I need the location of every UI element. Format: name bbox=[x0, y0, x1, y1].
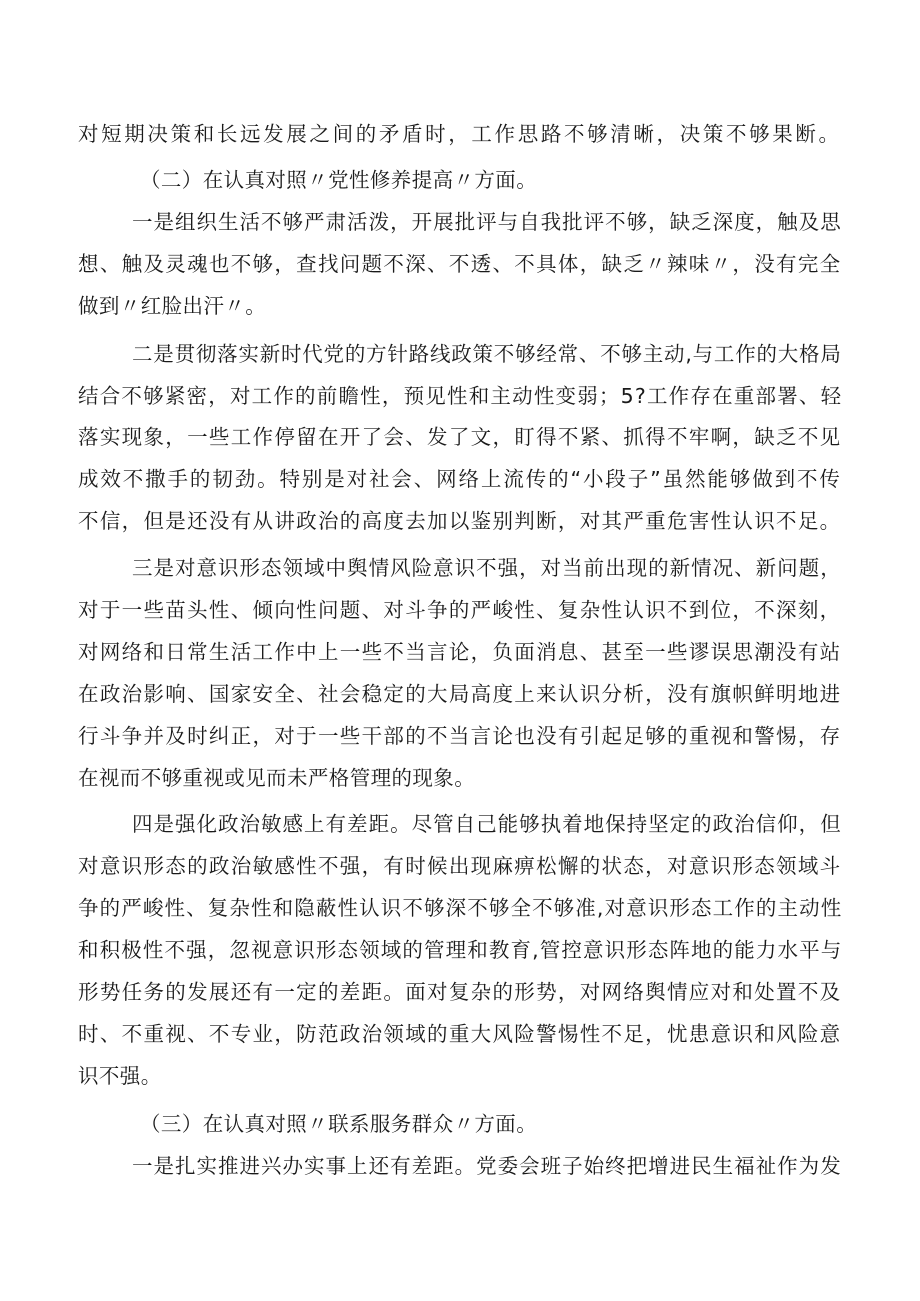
text-line: 一是组织生活不够严肃活泼，开展批评与自我批评不够，缺乏深度，触及思 bbox=[132, 210, 842, 234]
text-line: 成效不撒手的韧劲。特别是对社会、网络上流传的“小段子”虽然能够做到不传 bbox=[78, 467, 842, 491]
text-line: 做到〃红脸出汗〃。 bbox=[78, 294, 267, 318]
text-line: 在政治影响、国家安全、社会稳定的大局高度上来认识分析，没有旗帜鲜明地进 bbox=[78, 682, 842, 706]
text-line: 在视而不够重视或见而未严格管理的现象。 bbox=[78, 766, 476, 790]
text-line: 时、不重视、不专业，防范政治领域的重大风险警惕性不足，忧患意识和风险意 bbox=[78, 1022, 842, 1046]
text-line: 和积极性不强，忽视意识形态领域的管理和教育,管控意识形态阵地的能力水平与 bbox=[78, 938, 843, 962]
text-line: 对于一些苗头性、倾向性问题、对斗争的严峻性、复杂性认识不到位，不深刻， bbox=[78, 598, 842, 622]
text-line: 对意识形态的政治敏感性不强，有时候出现麻痹松懈的状态，对意识形态领域斗 bbox=[78, 854, 842, 878]
text-line: 二是贯彻落实新时代党的方针路线政策不够经常、不够主动,与工作的大格局 bbox=[132, 342, 842, 366]
text-line: 想、触及灵魂也不够，查找问题不深、不透、不具体，缺乏〃辣味〃，没有完全 bbox=[78, 252, 842, 276]
text-line: 三是对意识形态领域中舆情风险意识不强，对当前出现的新情况、新问题， bbox=[132, 556, 842, 580]
text-line: 落实现象，一些工作停留在开了会、发了文，盯得不紧、抓得不牢啊，缺乏不见 bbox=[78, 425, 842, 449]
text-line: 四是强化政治敏感上有差距。尽管自己能够执着地保持坚定的政治信仰，但 bbox=[132, 812, 842, 836]
text-line: （三）在认真对照〃联系服务群众〃方面。 bbox=[140, 1112, 538, 1136]
text-line: 争的严峻性、复杂性和隐蔽性认识不够深不够全不够准,对意识形态工作的主动性 bbox=[78, 896, 843, 920]
text-line: 不信，但是还没有从讲政治的高度去加以鉴别判断，对其严重危害性认识不足。 bbox=[78, 509, 842, 533]
text-line: 识不强。 bbox=[78, 1064, 162, 1088]
text-line: （二）在认真对照〃党性修养提高〃方面。 bbox=[140, 168, 538, 192]
text-line: 结合不够紧密，对工作的前瞻性，预见性和主动性变弱；5?工作存在重部署、轻 bbox=[78, 384, 843, 408]
text-line: 对网络和日常生活工作中上一些不当言论，负面消息、甚至一些谬误思潮没有站 bbox=[78, 640, 842, 664]
text-line: 形势任务的发展还有一定的差距。面对复杂的形势，对网络舆情应对和处置不及 bbox=[78, 980, 842, 1004]
text-line: 对短期决策和长远发展之间的矛盾时，工作思路不够清晰，决策不够果断。 bbox=[78, 122, 842, 146]
text-line: 行斗争并及时纠正，对于一些干部的不当言论也没有引起足够的重视和警惕，存 bbox=[78, 724, 842, 748]
text-line: 一是扎实推进兴办实事上还有差距。党委会班子始终把增进民生福祉作为发 bbox=[132, 1154, 842, 1178]
